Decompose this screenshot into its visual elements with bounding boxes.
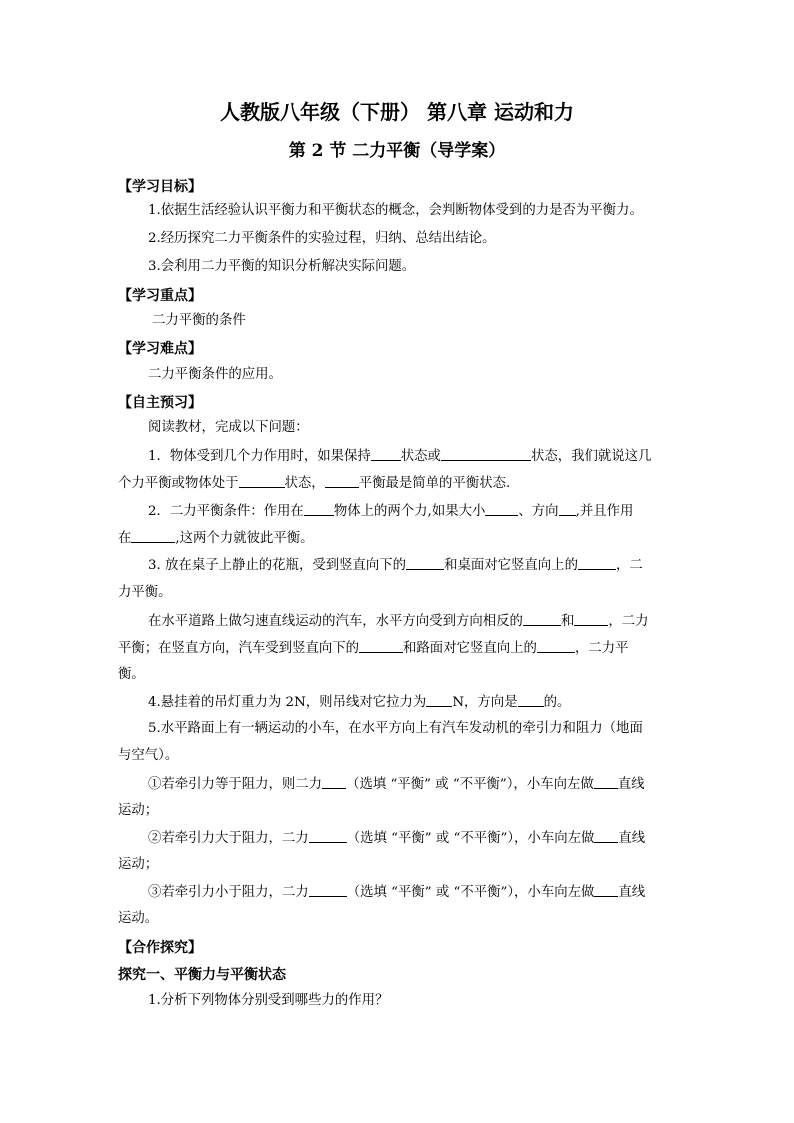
q5-case-1 [148,775,645,794]
blank[interactable] [371,447,401,461]
q4-text-a: 4.悬挂着的吊灯重力为 2N，则吊线对它拉力为 [148,695,427,710]
q5-case-1-text-c: 直线 [617,777,645,792]
q3-text-e: 在水平道路上做匀速直线运动的汽车，水平方向受到方向相反的 [148,614,523,629]
q3-text-b: 和桌面对它竖直向上的 [444,558,578,573]
focus-text: 二力平衡的条件 [152,313,246,328]
q4-text-c: 的。 [543,695,571,710]
q1-text-b: 状态或 [400,449,441,464]
blank[interactable] [309,883,347,897]
q5-case-1-end: 运动； [118,803,159,818]
q3-text-j: ，二力平 [574,641,629,656]
q3-text-h: 平衡；在竖直方向，汽车受到竖直向下的 [118,641,360,656]
q5-case-2-text-a: ②若牵引力大于阻力，二力 [148,831,309,846]
blank[interactable] [594,775,618,789]
q1-text-a: 1．物体受到几个力作用时，如果保持 [148,449,371,464]
q2-text-e: 在 [118,531,132,546]
q4-line [148,693,570,712]
blank[interactable] [359,639,403,653]
q2-text-b: 物体上的两个力,如果大小 [333,504,486,519]
q3-line-2: 力平衡。 [118,585,172,600]
q1-line-2 [118,474,510,493]
q4-text-b: N，方向是 [452,695,518,710]
q3-text-c: ，二 [615,558,643,573]
q5-line-2: 与空气）。 [118,748,179,763]
difficulty-heading: 【学习难点】 [118,341,202,357]
blank[interactable] [325,474,359,488]
blank[interactable] [518,693,544,707]
q2-text-c: 、方向 [518,504,559,519]
blank[interactable] [309,829,347,843]
goal-item-1: 1.依据生活经验认识平衡力和平衡状态的概念，会判断物体受到的力是否为平衡力。 [148,203,643,218]
q3-line-4 [118,639,629,658]
cooperate-question-1: 1.分析下列物体分别受到哪些力的作用？ [148,993,389,1008]
q1-text-e: 状态， [284,476,325,491]
q2-text-a: 2．二力平衡条件：作用在 [148,504,304,519]
blank[interactable] [406,556,444,570]
q5-case-1-text-a: ①若牵引力等于阻力，则二力 [148,777,323,792]
blank[interactable] [559,502,576,516]
q5-case-3-end: 运动。 [118,911,159,926]
q5-case-2-text-c: 直线 [618,831,646,846]
blank[interactable] [594,829,618,843]
q1-line-1 [148,447,651,466]
blank[interactable] [239,474,285,488]
q3-text-a: 3. 放在桌子上静止的花瓶，受到竖直向下的 [148,558,407,573]
document-subtitle: 第 2 节 二力平衡（导学案） [288,141,506,161]
q3-text-g: ，二力 [608,614,649,629]
q5-case-2 [148,829,645,848]
blank[interactable] [537,639,575,653]
goal-item-2: 2.经历探究二力平衡条件的实验过程，归纳、总结出结论。 [148,231,496,246]
q5-case-3 [148,883,645,902]
q5-case-3-text-b: （选填 “平衡” 或 “不平衡”），小车向左做 [346,885,595,900]
q2-line-2 [118,529,314,548]
focus-heading: 【学习重点】 [118,288,202,304]
q3-text-i: 和路面对它竖直向上的 [403,641,537,656]
q5-case-2-end: 运动； [118,857,159,872]
cooperate-heading: 【合作探究】 [118,940,202,956]
q2-text-d: ,并且作用 [575,504,634,519]
cooperate-subheading: 探究一、平衡力与平衡状态 [118,967,286,983]
q3-line-3 [148,612,649,631]
q1-text-f: 平衡最是简单的平衡状态. [358,476,511,491]
q2-line-1 [148,502,633,521]
q5-case-3-text-a: ③若牵引力小于阻力，二力 [148,885,309,900]
q5-case-2-text-b: （选填 “平衡” 或 “不平衡”），小车向左做 [346,831,595,846]
q2-text-f: ,这两个力就彼此平衡。 [175,531,314,546]
goals-heading: 【学习目标】 [118,179,202,195]
blank[interactable] [594,883,618,897]
blank[interactable] [426,693,452,707]
preview-intro: 阅读教材，完成以下问题： [148,420,309,435]
preview-heading: 【自主预习】 [118,395,202,411]
blank[interactable] [304,502,334,516]
blank[interactable] [322,775,346,789]
blank[interactable] [578,556,616,570]
blank[interactable] [131,529,175,543]
q5-case-1-text-b: （选填 “平衡” 或 “不平衡”），小车向左做 [346,777,594,792]
blank[interactable] [485,502,518,516]
q5-case-3-text-c: 直线 [618,885,646,900]
q3-text-f: 和 [560,614,575,629]
blank[interactable] [574,612,608,626]
q3-line-1 [148,556,643,575]
blank[interactable] [441,447,531,461]
q5-line-1: 5.水平路面上有一辆运动的小车，在水平方向上有汽车发动机的牵引力和阻力（地面 [148,721,643,736]
difficulty-text: 二力平衡条件的应用。 [148,367,282,382]
q1-text-c: 状态，我们就说这几 [530,449,652,464]
q1-text-d: 个力平衡或物体处于 [118,476,239,491]
blank[interactable] [523,612,561,626]
document-title: 人教版八年级（下册） 第八章 运动和力 [220,100,574,124]
goal-item-3: 3.会利用二力平衡的知识分析解决实际问题。 [148,259,416,274]
q3-line-5: 衡。 [118,667,145,682]
